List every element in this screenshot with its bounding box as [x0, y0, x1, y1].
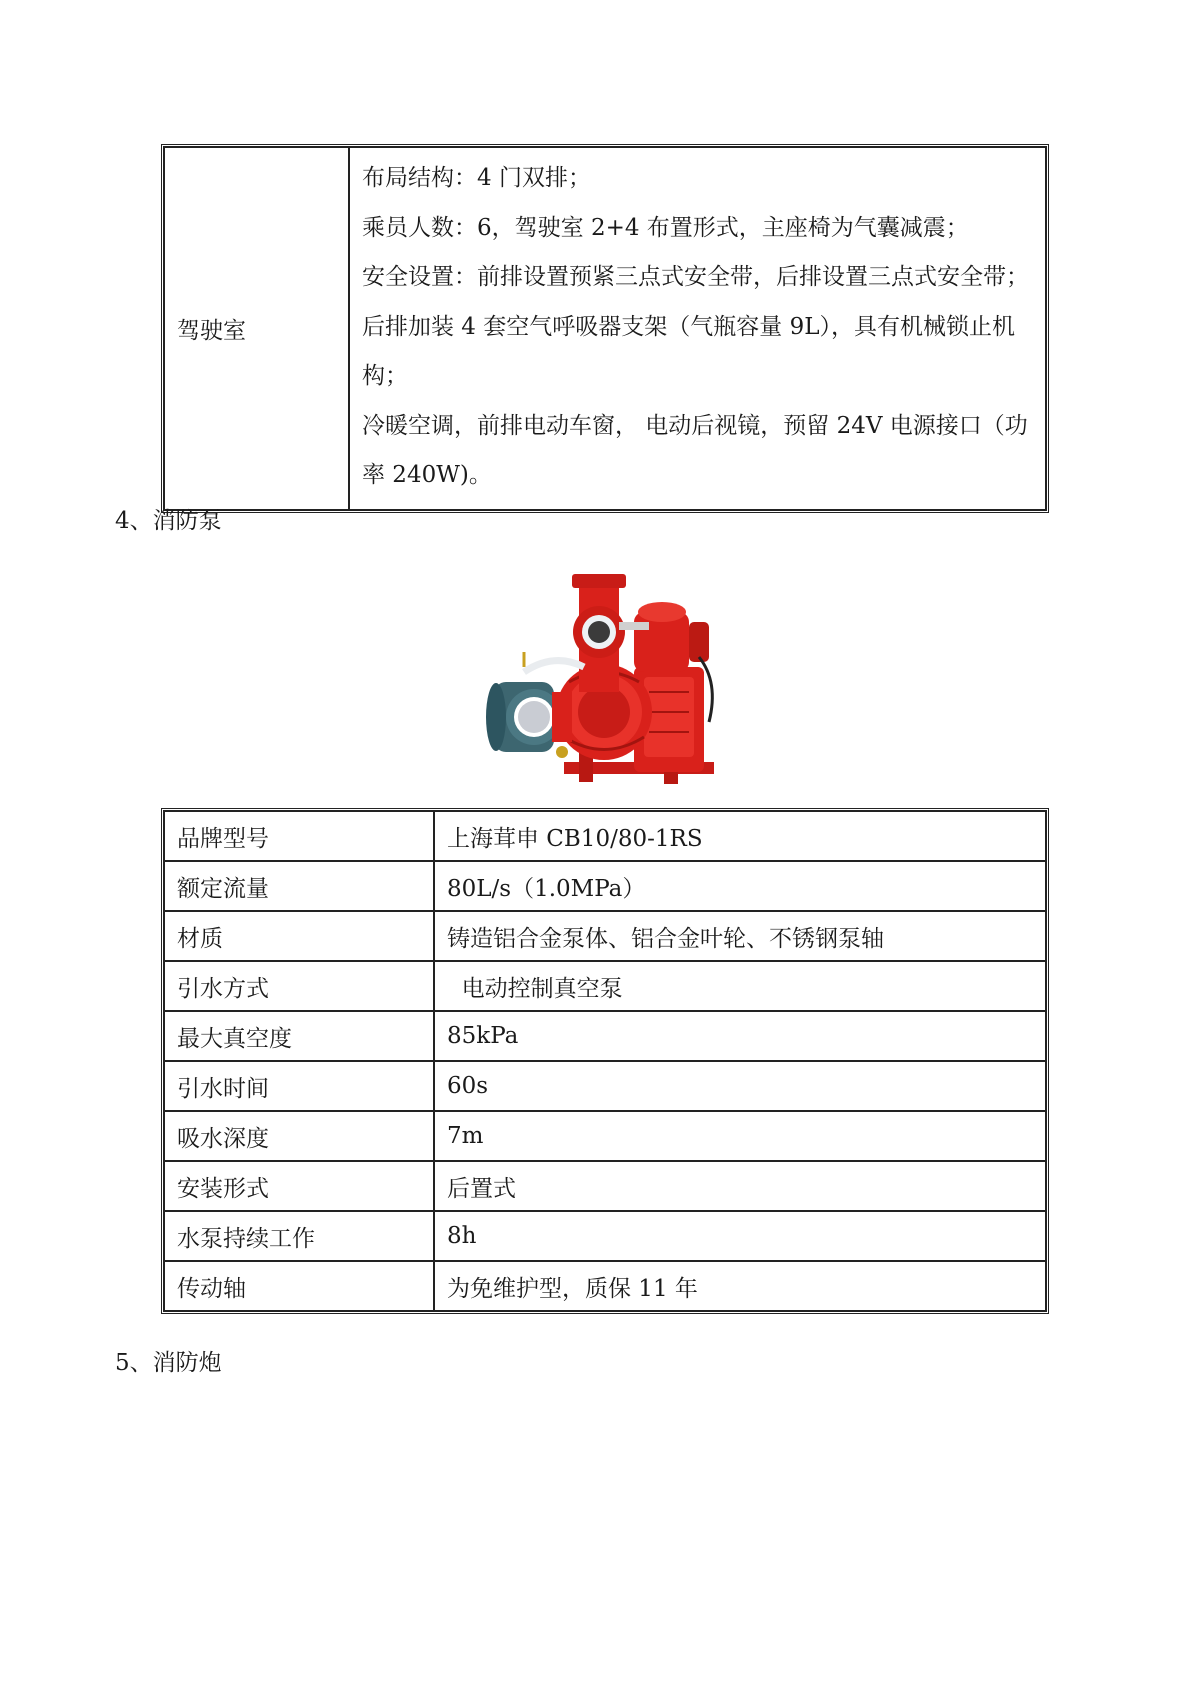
table-row: [164, 961, 1046, 1011]
table-row: [164, 1261, 1046, 1311]
cab-content: [349, 147, 1046, 510]
cab-line: 率 240W)。: [362, 462, 492, 488]
table-row: [164, 147, 1046, 510]
spec-value: 铸造铝合金泵体、铝合金叶轮、不锈钢泵轴: [434, 911, 1046, 961]
cab-line: 安全设置：前排设置预紧三点式安全带，后排设置三点式安全带；: [362, 264, 1029, 290]
spec-value: 80L/s（1.0MPa）: [434, 861, 1046, 911]
table-row: [164, 911, 1046, 961]
spec-value: 85kPa: [434, 1011, 1046, 1061]
spec-key: 品牌型号: [164, 811, 434, 861]
spec-key: 额定流量: [164, 861, 434, 911]
fire-pump-photo: [484, 562, 744, 792]
cab-label: 驾驶室: [164, 147, 349, 510]
cab-line: 构；: [362, 363, 408, 389]
spec-value: 电动控制真空泵: [434, 961, 1046, 1011]
table-row: [164, 1011, 1046, 1061]
spec-value: 8h: [434, 1211, 1046, 1261]
table-row: [164, 1061, 1046, 1111]
table-row: [164, 811, 1046, 861]
cab-line: 乘员人数：6，驾驶室 2+4 布置形式，主座椅为气囊减震；: [362, 214, 969, 241]
spec-value: 60s: [434, 1061, 1046, 1111]
cab-line: 后排加装 4 套空气呼吸器支架（气瓶容量 9L），具有机械锁止机: [362, 313, 1015, 340]
spec-key: 最大真空度: [164, 1011, 434, 1061]
spec-value: 后置式: [434, 1161, 1046, 1211]
table-row: [164, 861, 1046, 911]
table-row: [164, 1111, 1046, 1161]
section-heading-fire-monitor: 5、消防炮: [115, 1350, 222, 1376]
cab-line: 布局结构：4 门双排；: [362, 165, 591, 191]
spec-key: 引水时间: [164, 1061, 434, 1111]
spec-key: 传动轴: [164, 1261, 434, 1311]
spec-key: 引水方式: [164, 961, 434, 1011]
cab-line: 冷暖空调，前排电动车窗， 电动后视镜，预留 24V 电源接口（功: [362, 412, 1028, 439]
table-row: [164, 1161, 1046, 1211]
spec-value: 上海茸申 CB10/80-1RS: [434, 811, 1046, 861]
spec-value: 7m: [434, 1111, 1046, 1161]
section-heading-fire-pump: 4、消防泵: [115, 508, 222, 534]
table-row: [164, 1211, 1046, 1261]
cab-spec-table: [161, 144, 1049, 513]
spec-key: 安装形式: [164, 1161, 434, 1211]
spec-key: 水泵持续工作: [164, 1211, 434, 1261]
spec-value: 为免维护型，质保 11 年: [434, 1261, 1046, 1311]
spec-key: 材质: [164, 911, 434, 961]
pump-spec-table: [161, 808, 1049, 1314]
spec-key: 吸水深度: [164, 1111, 434, 1161]
